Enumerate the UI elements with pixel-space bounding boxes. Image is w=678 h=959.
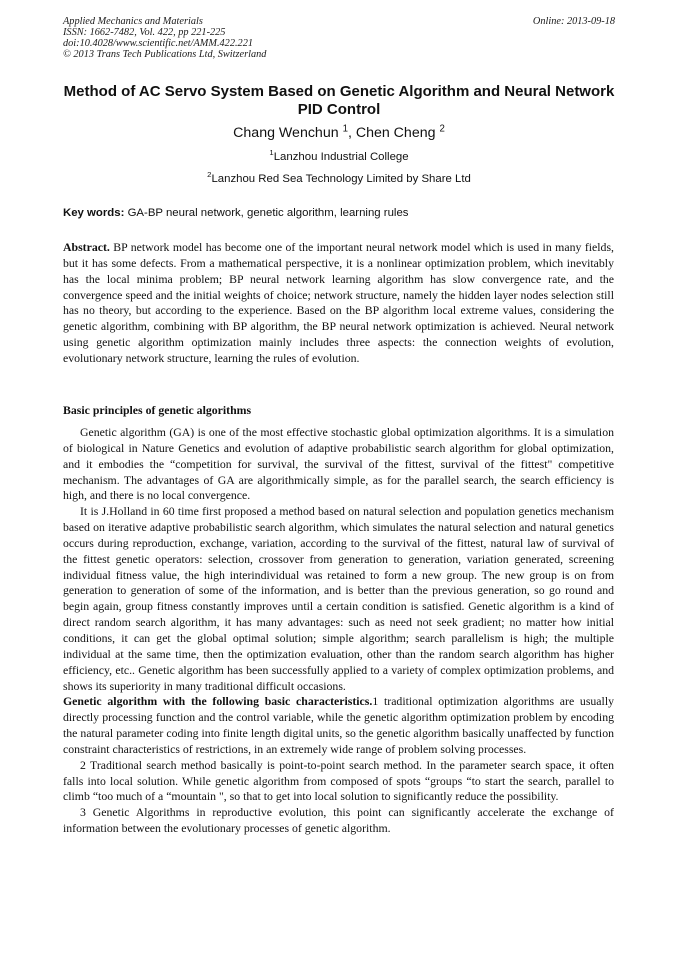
paragraph: Genetic algorithm (GA) is one of the most effective stochastic global optimization algorithms. It is a simulation of biological in Nature Genetics and evolution of adaptive probabilistic search algorithm for global optimization, and it embodies the “competition for survival, the survival of the fittest, survival of the fittest" competitive mechanism. The advantages of GA are algorithmically simple, as for the parallel search, the search efficiency is high, and there is no local convergence.	[63, 425, 614, 503]
journal-name: Applied Mechanics and Materials	[63, 16, 203, 27]
abstract-label: Abstract.	[63, 240, 110, 254]
keywords-label: Key words:	[63, 207, 125, 219]
online-date: Online: 2013-09-18	[532, 16, 615, 27]
journal-header	[63, 16, 615, 60]
affiliation-mark: 1	[269, 148, 274, 158]
author-separator: ,	[347, 125, 356, 141]
characteristics-text: 1 traditional optimization algorithms are usually directly processing function and the control variable, while the genetic algorithm optimization problem by encoding the natural parameter coding into finite length digital units, so the genetic algorithm basically unaffected by function constraint characteristics of restrictions, in an extremely wide range of problem solving processes.	[63, 694, 615, 756]
author-name: Chen Cheng	[355, 125, 436, 141]
affiliation-mark: 2	[207, 170, 212, 180]
affiliation-text: Lanzhou Industrial College	[273, 151, 409, 163]
keywords-text: GA-BP neural network, genetic algorithm, learning rules	[124, 207, 409, 219]
copyright-line: © 2013 Trans Tech Publications Ltd, Switzerland	[63, 49, 267, 60]
abstract-text: BP network model has become one of the important neural network model which is used in many fields, but it has some defects. From a mathematical perspective, it is a nonlinear optimization problem, which inevitably has the local minima problem; BP neural network learning algorithm has slow convergence rate, and the convergence speed and the initial weights of choice; network structure, namely the hidden layer nodes selection still has no theory, but according to the experience. Based on the BP algorithm local extreme values, considering the genetic algorithm, combining with BP algorithm, the BP neural network optimization is achieved. Neural network using genetic algorithm optimization mainly includes three aspects: the connection weights of evolution, evolutionary network structure, learning the rules of evolution.	[63, 240, 614, 365]
doi-line: doi:10.4028/www.scientific.net/AMM.422.221	[63, 38, 253, 49]
affiliation-2	[63, 172, 615, 186]
paper-title: Method of AC Servo System Based on Genetic Algorithm and Neural Network PID Control	[63, 83, 615, 118]
keywords	[63, 206, 615, 220]
author-list	[63, 124, 615, 142]
affiliation-1	[63, 150, 615, 164]
author-name: Chang Wenchun	[233, 125, 339, 141]
author-affiliation-mark: 1	[342, 123, 348, 135]
issn-line: ISSN: 1662-7482, Vol. 422, pp 221-225	[63, 27, 226, 38]
author-affiliation-mark: 2	[439, 123, 445, 135]
section-heading: Basic principles of genetic algorithms	[63, 403, 252, 417]
paragraph	[63, 694, 614, 757]
paragraph: 3 Genetic Algorithms in reproductive evolution, this point can significantly accelerate the exchange of information between the evolutionary processes of genetic algorithm.	[63, 805, 614, 836]
characteristics-label: Genetic algorithm with the following basic characteristics.	[63, 694, 373, 709]
affiliation-text: Lanzhou Red Sea Technology Limited by Share Ltd	[211, 173, 471, 185]
section-body	[63, 425, 614, 837]
paragraph: 2 Traditional search method basically is point-to-point search method. In the parameter search space, it often falls into local solution. While genetic algorithm from composed of spots “groups “to start the search, parallel to climb “too much of a “mountain ", so that to get into local solution to significantly reduce the possibility.	[63, 757, 614, 804]
paragraph: It is J.Holland in 60 time first proposed a method based on natural selection and population genetics mechanism based on iterative adaptive probabilistic search algorithm, which simulates the natural selection and natural genetics occurs during reproduction, exchange, variation, according to the survival of the fittest, natural law of survival of the fittest genetic operators: selection, crossover from generation to generation, variation generated, screening individual fitness value, the high interindividual was retained to form a new group. The new group is on from generation to generation of some of the information, and is better than the previous generation, so go round and begin again, group fitness constantly improves until a certain condition is satisfied. Genetic algorithm is a kind of direct random search algorithm, it has many advantages: such as need not seek gradient; no matter how initial conditions, it can get the global optimal solution; simple algorithm; search parallelism is high; the multiple individual at the same time, then the optimization evaluation, other than the random search algorithm has higher efficiency, etc.. Genetic algorithm has been successfully applied to a variety of complex optimization problems, and shows its superiority in many traditional difficult occasions.	[63, 504, 614, 693]
abstract	[63, 240, 614, 367]
